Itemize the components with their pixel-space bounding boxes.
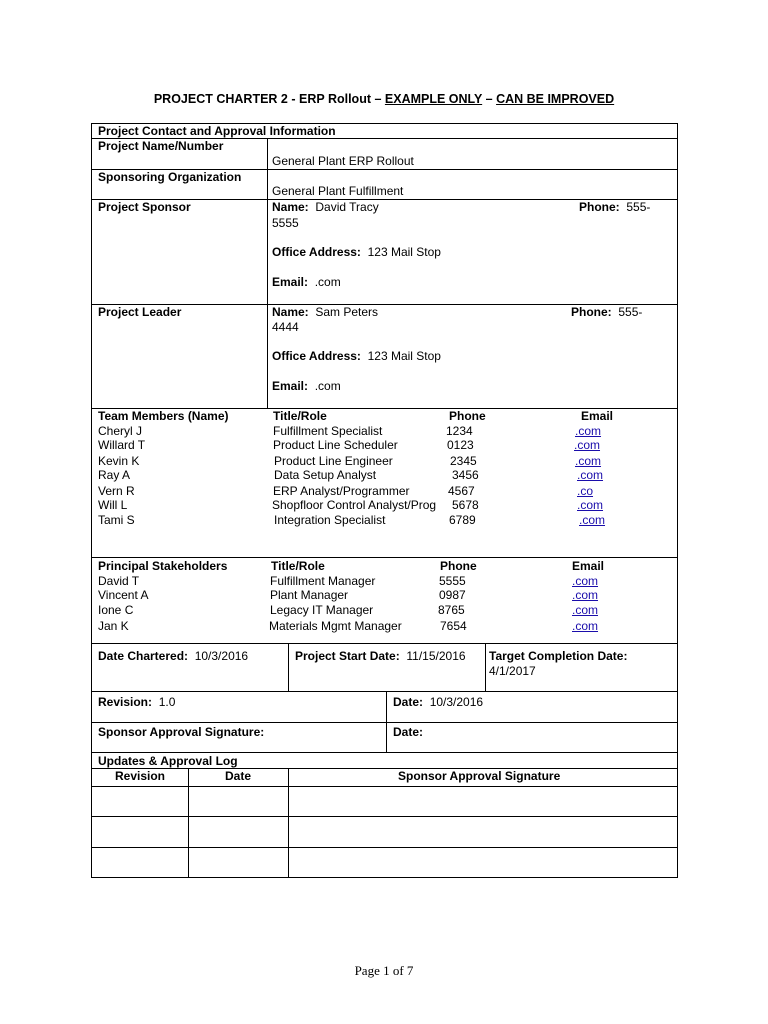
member-phone: 2345 bbox=[450, 454, 477, 468]
sponsor-name-value: David Tracy bbox=[315, 200, 379, 214]
email-label: Email: bbox=[272, 275, 309, 289]
team-header-role: Title/Role bbox=[273, 409, 327, 423]
revision-date-value: 10/3/2016 bbox=[429, 695, 484, 709]
title-can-be-improved: CAN BE IMPROVED bbox=[496, 92, 615, 106]
project-name-label: Project Name/Number bbox=[98, 139, 224, 153]
document-title bbox=[0, 92, 768, 106]
leader-email bbox=[272, 379, 341, 393]
leader-office bbox=[272, 349, 441, 363]
project-leader-label: Project Leader bbox=[98, 305, 182, 319]
member-role: Product Line Engineer bbox=[274, 454, 393, 468]
sponsor-office bbox=[272, 245, 441, 259]
stakeholder-name: Vincent A bbox=[98, 588, 149, 602]
sponsoring-org-label: Sponsoring Organization bbox=[98, 170, 242, 184]
sponsor-phone bbox=[579, 200, 650, 214]
stakeholder-role: Legacy IT Manager bbox=[270, 603, 374, 617]
target-completion-value: 4/1/2017 bbox=[489, 664, 536, 678]
member-role: Data Setup Analyst bbox=[274, 468, 377, 482]
name-label: Name: bbox=[272, 200, 309, 214]
stakeholder-email-link[interactable]: .com bbox=[572, 574, 599, 588]
revision-date-label: Date: bbox=[393, 695, 424, 709]
email-label: Email: bbox=[272, 379, 309, 393]
stakeholder-phone: 8765 bbox=[438, 603, 465, 617]
leader-name bbox=[272, 305, 378, 319]
title-dash: – bbox=[371, 92, 385, 106]
stakeholder-role: Materials Mgmt Manager bbox=[269, 619, 402, 633]
sponsor-email-value: .com bbox=[314, 275, 341, 289]
sponsor-signature-label: Sponsor Approval Signature: bbox=[98, 725, 265, 739]
page-number: Page 1 of 7 bbox=[354, 963, 414, 978]
office-label: Office Address: bbox=[272, 349, 361, 363]
stakeholders-header-role: Title/Role bbox=[271, 559, 325, 573]
member-email-link[interactable]: .com bbox=[574, 438, 601, 452]
contact-table bbox=[91, 123, 678, 409]
stakeholder-phone: 0987 bbox=[439, 588, 466, 602]
sponsor-phone-value: 555- bbox=[626, 200, 651, 214]
team-members-section bbox=[91, 408, 678, 558]
date-chartered-label: Date Chartered: bbox=[98, 649, 189, 663]
member-email-link[interactable]: .com bbox=[575, 424, 602, 438]
member-email-link[interactable]: .com bbox=[577, 498, 604, 512]
member-email-link[interactable]: .com bbox=[577, 468, 604, 482]
leader-email-value: .com bbox=[314, 379, 341, 393]
member-phone: 0123 bbox=[447, 438, 474, 452]
leader-name-value: Sam Peters bbox=[315, 305, 379, 319]
target-completion-label: Target Completion Date: bbox=[489, 649, 628, 663]
member-email-link[interactable]: .co bbox=[577, 484, 594, 498]
member-email-link[interactable]: .com bbox=[575, 454, 602, 468]
sponsor-phone-cont: 5555 bbox=[272, 216, 299, 230]
start-date-label: Project Start Date: bbox=[295, 649, 400, 663]
stakeholder-role: Fulfillment Manager bbox=[270, 574, 376, 588]
member-phone: 3456 bbox=[452, 468, 479, 482]
stakeholders-header-name: Principal Stakeholders bbox=[98, 559, 228, 573]
stakeholder-name: Jan K bbox=[98, 619, 129, 633]
stakeholder-role: Plant Manager bbox=[270, 588, 349, 602]
member-name: Cheryl J bbox=[98, 424, 143, 438]
date-chartered-value: 10/3/2016 bbox=[194, 649, 249, 663]
team-header-name: Team Members (Name) bbox=[98, 409, 229, 423]
member-role: Product Line Scheduler bbox=[273, 438, 398, 452]
date-chartered bbox=[98, 649, 248, 663]
stakeholder-email-link[interactable]: .com bbox=[572, 588, 599, 602]
revision-date bbox=[393, 695, 483, 709]
title-example-only: EXAMPLE ONLY bbox=[384, 92, 483, 106]
member-name: Ray A bbox=[98, 468, 131, 482]
member-phone: 6789 bbox=[449, 513, 476, 527]
member-role: Integration Specialist bbox=[274, 513, 386, 527]
office-label: Office Address: bbox=[272, 245, 361, 259]
log-col-revision: Revision bbox=[115, 769, 166, 783]
start-date-value: 11/15/2016 bbox=[406, 649, 466, 663]
stakeholders-header-email: Email bbox=[572, 559, 605, 573]
sponsoring-org-value: General Plant Fulfillment bbox=[272, 184, 404, 198]
member-phone: 1234 bbox=[446, 424, 473, 438]
stakeholder-name: David T bbox=[98, 574, 140, 588]
leader-phone-value: 555- bbox=[618, 305, 643, 319]
stakeholders-section bbox=[91, 557, 678, 644]
stakeholder-phone: 5555 bbox=[439, 574, 466, 588]
member-phone: 4567 bbox=[448, 484, 475, 498]
name-label: Name: bbox=[272, 305, 309, 319]
signature-date-label: Date: bbox=[393, 725, 424, 739]
member-name: Kevin K bbox=[98, 454, 140, 468]
stakeholder-name: Ione C bbox=[98, 603, 134, 617]
member-email-link[interactable]: .com bbox=[579, 513, 606, 527]
log-col-signature: Sponsor Approval Signature bbox=[398, 769, 561, 783]
sponsor-office-value: 123 Mail Stop bbox=[367, 245, 441, 259]
leader-phone bbox=[571, 305, 642, 319]
dates-row bbox=[91, 643, 678, 692]
section-header: Project Contact and Approval Information bbox=[98, 124, 336, 138]
stakeholder-email-link[interactable]: .com bbox=[572, 603, 599, 617]
approval-log-table bbox=[91, 752, 678, 878]
sponsor-email bbox=[272, 275, 341, 289]
stakeholders-header-phone: Phone bbox=[440, 559, 477, 573]
stakeholder-phone: 7654 bbox=[440, 619, 467, 633]
member-name: Vern R bbox=[98, 484, 135, 498]
project-sponsor-label: Project Sponsor bbox=[98, 200, 191, 214]
revision-label: Revision: bbox=[98, 695, 153, 709]
member-name: Will L bbox=[98, 498, 128, 512]
title-main: PROJECT CHARTER 2 - ERP Rollout bbox=[153, 92, 371, 106]
member-role: Fulfillment Specialist bbox=[273, 424, 383, 438]
revision bbox=[98, 695, 175, 709]
member-phone: 5678 bbox=[452, 498, 479, 512]
log-col-date: Date bbox=[225, 769, 252, 783]
approval-log-header: Updates & Approval Log bbox=[98, 754, 238, 768]
team-header-email: Email bbox=[581, 409, 614, 423]
member-role: ERP Analyst/Programmer bbox=[273, 484, 410, 498]
revision-value: 1.0 bbox=[158, 695, 176, 709]
sponsor-name bbox=[272, 200, 379, 214]
stakeholder-email-link[interactable]: .com bbox=[572, 619, 599, 633]
member-name: Willard T bbox=[98, 438, 146, 452]
member-role: Shopfloor Control Analyst/Prog bbox=[272, 498, 437, 512]
phone-label: Phone: bbox=[571, 305, 612, 319]
leader-office-value: 123 Mail Stop bbox=[367, 349, 441, 363]
revision-table bbox=[91, 691, 678, 753]
phone-label: Phone: bbox=[579, 200, 620, 214]
leader-phone-cont: 4444 bbox=[272, 320, 299, 334]
project-name-value: General Plant ERP Rollout bbox=[272, 154, 414, 168]
project-start-date bbox=[295, 649, 466, 663]
member-name: Tami S bbox=[98, 513, 135, 527]
title-dash: – bbox=[482, 92, 497, 106]
team-header-phone: Phone bbox=[449, 409, 486, 423]
